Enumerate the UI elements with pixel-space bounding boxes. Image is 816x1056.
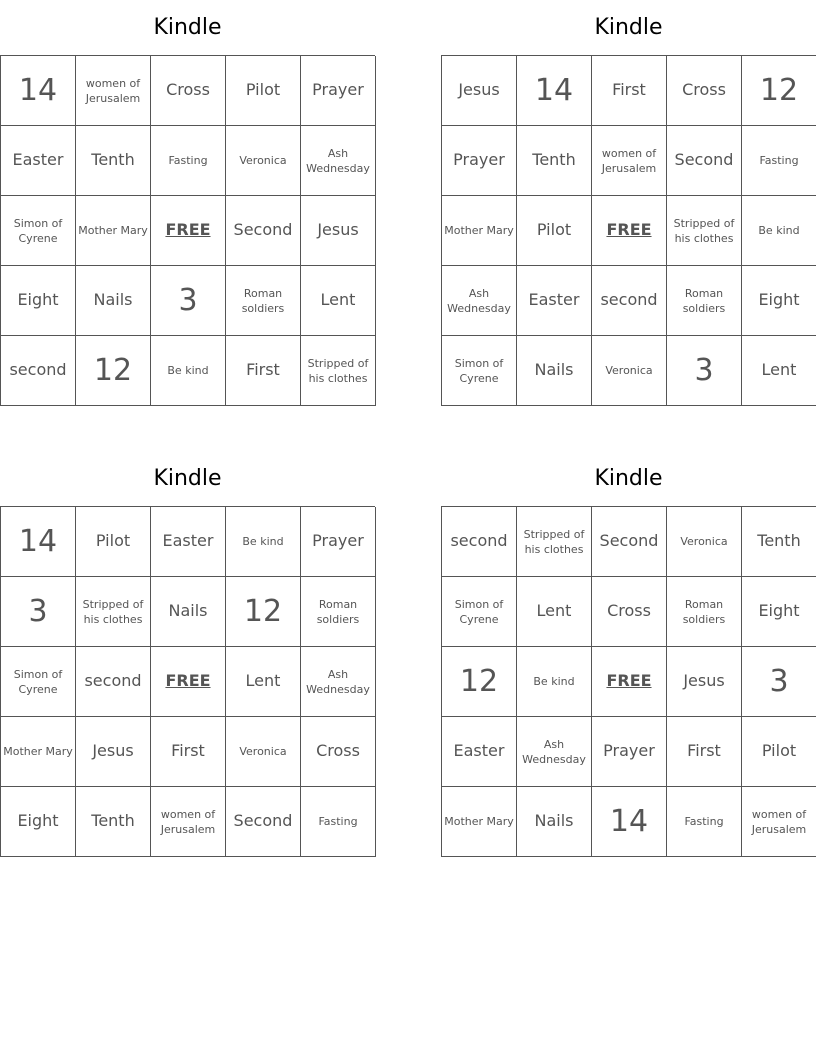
bingo-cell: Jesus (76, 717, 151, 787)
bingo-cell: Lent (301, 266, 376, 336)
bingo-cell: Lent (226, 647, 301, 717)
bingo-cell: Mother Mary (76, 196, 151, 266)
bingo-cell: women of Jerusalem (592, 126, 667, 196)
card-title: Kindle (594, 466, 663, 491)
bingo-cell: Prayer (301, 507, 376, 577)
bingo-cell: 14 (1, 56, 76, 126)
bingo-card (441, 0, 816, 406)
bingo-cell: Be kind (151, 336, 226, 406)
bingo-cell: Tenth (742, 507, 816, 577)
bingo-card (441, 451, 816, 857)
bingo-cell: Veronica (226, 717, 301, 787)
bingo-cell: 12 (442, 647, 517, 717)
bingo-cell: Eight (742, 266, 816, 336)
bingo-cell: Second (592, 507, 667, 577)
bingo-cell: First (226, 336, 301, 406)
bingo-cell: Veronica (667, 507, 742, 577)
bingo-cell: Cross (592, 577, 667, 647)
bingo-cell: Prayer (301, 56, 376, 126)
bingo-cell: Cross (301, 717, 376, 787)
bingo-cell: women of Jerusalem (151, 787, 226, 857)
bingo-cell: Pilot (517, 196, 592, 266)
bingo-cell: Simon of Cyrene (1, 647, 76, 717)
bingo-cell: Roman soldiers (667, 266, 742, 336)
bingo-cell: Eight (742, 577, 816, 647)
bingo-cell: Pilot (226, 56, 301, 126)
bingo-cell: Second (226, 196, 301, 266)
bingo-cell: Pilot (742, 717, 816, 787)
free-space-cell: FREE (592, 647, 667, 717)
bingo-cell: women of Jerusalem (742, 787, 816, 857)
bingo-cell: 14 (517, 56, 592, 126)
bingo-cell: First (592, 56, 667, 126)
bingo-cell: 12 (742, 56, 816, 126)
bingo-cell: Jesus (667, 647, 742, 717)
bingo-cell: second (442, 507, 517, 577)
bingo-cell: Roman soldiers (667, 577, 742, 647)
bingo-cell: Mother Mary (442, 196, 517, 266)
bingo-cell: Jesus (301, 196, 376, 266)
bingo-grid (0, 55, 375, 406)
bingo-cell: Stripped of his clothes (76, 577, 151, 647)
bingo-cell: 14 (1, 507, 76, 577)
bingo-cell: 12 (226, 577, 301, 647)
bingo-cell: Cross (667, 56, 742, 126)
bingo-grid (441, 506, 816, 857)
bingo-cell: Fasting (151, 126, 226, 196)
bingo-cell: Roman soldiers (226, 266, 301, 336)
bingo-cell: Veronica (592, 336, 667, 406)
card-title: Kindle (153, 466, 222, 491)
bingo-cell: First (151, 717, 226, 787)
free-space-cell: FREE (592, 196, 667, 266)
bingo-cell: Fasting (667, 787, 742, 857)
bingo-cell: Easter (442, 717, 517, 787)
bingo-cell: Ash Wednesday (301, 126, 376, 196)
bingo-cell: Easter (1, 126, 76, 196)
bingo-cell: 3 (742, 647, 816, 717)
bingo-cell: Prayer (592, 717, 667, 787)
bingo-cell: Ash Wednesday (517, 717, 592, 787)
bingo-cell: 3 (151, 266, 226, 336)
bingo-cell: 3 (1, 577, 76, 647)
bingo-cell: Pilot (76, 507, 151, 577)
bingo-cell: Mother Mary (442, 787, 517, 857)
bingo-cell: Tenth (76, 787, 151, 857)
bingo-card (0, 451, 375, 857)
bingo-cell: Lent (742, 336, 816, 406)
bingo-cell: Cross (151, 56, 226, 126)
bingo-cell: Tenth (517, 126, 592, 196)
bingo-cell: Second (226, 787, 301, 857)
bingo-cell: Lent (517, 577, 592, 647)
free-space-cell: FREE (151, 196, 226, 266)
bingo-cell: second (592, 266, 667, 336)
bingo-cell: Stripped of his clothes (667, 196, 742, 266)
bingo-cell: 12 (76, 336, 151, 406)
bingo-cell: Be kind (742, 196, 816, 266)
bingo-cell: Nails (517, 787, 592, 857)
bingo-cell: women of Jerusalem (76, 56, 151, 126)
bingo-cell: Easter (517, 266, 592, 336)
bingo-cell: Roman soldiers (301, 577, 376, 647)
bingo-cell: 14 (592, 787, 667, 857)
bingo-cell: Stripped of his clothes (517, 507, 592, 577)
bingo-cell: Be kind (226, 507, 301, 577)
bingo-cell: Nails (517, 336, 592, 406)
bingo-grid (441, 55, 816, 406)
bingo-cell: Veronica (226, 126, 301, 196)
bingo-cell: Tenth (76, 126, 151, 196)
bingo-cell: second (1, 336, 76, 406)
bingo-cell: Eight (1, 266, 76, 336)
bingo-cell: Mother Mary (1, 717, 76, 787)
bingo-cell: Simon of Cyrene (1, 196, 76, 266)
bingo-cell: Fasting (742, 126, 816, 196)
bingo-cell: Prayer (442, 126, 517, 196)
bingo-cell: Fasting (301, 787, 376, 857)
bingo-card (0, 0, 375, 406)
bingo-cell: Simon of Cyrene (442, 577, 517, 647)
free-space-cell: FREE (151, 647, 226, 717)
bingo-cell: Nails (76, 266, 151, 336)
bingo-cell: Simon of Cyrene (442, 336, 517, 406)
bingo-cell: Second (667, 126, 742, 196)
bingo-cell: Nails (151, 577, 226, 647)
card-title: Kindle (153, 15, 222, 40)
bingo-grid (0, 506, 375, 857)
bingo-cell: Easter (151, 507, 226, 577)
bingo-cell: First (667, 717, 742, 787)
card-title: Kindle (594, 15, 663, 40)
bingo-cell: Ash Wednesday (301, 647, 376, 717)
bingo-cell: Stripped of his clothes (301, 336, 376, 406)
bingo-cell: Ash Wednesday (442, 266, 517, 336)
bingo-cell: second (76, 647, 151, 717)
bingo-cell: 3 (667, 336, 742, 406)
bingo-cell: Be kind (517, 647, 592, 717)
bingo-cell: Jesus (442, 56, 517, 126)
bingo-cell: Eight (1, 787, 76, 857)
